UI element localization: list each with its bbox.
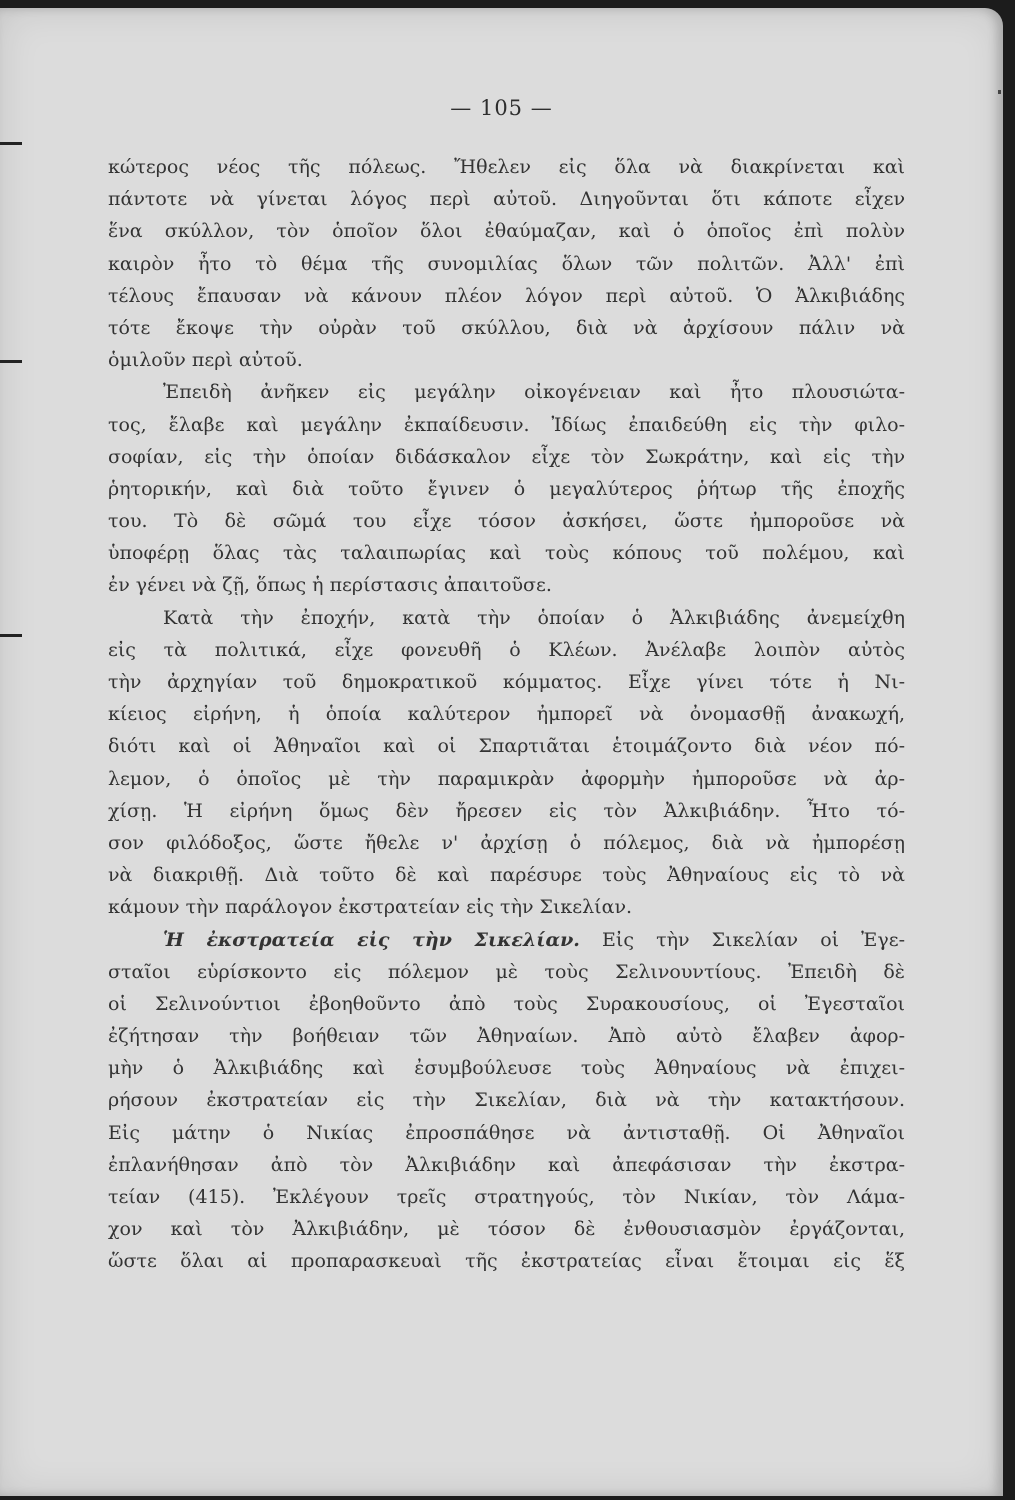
text-line: τέλους ἔπαυσαν νὰ κάνουν πλέον λόγον περὶ αὐτοῦ. Ὁ Ἀλκιβιάδης xyxy=(108,284,905,307)
text-line: τείαν (415). Ἐκλέγουν τρεῖς στρατηγούς, τὸν Νικίαν, τὸν Λάμα- xyxy=(108,1186,905,1208)
text-line: πάντοτε νὰ γίνεται λόγος περὶ αὐτοῦ. Διηγοῦνται ὅτι κάποτε εἶχεν xyxy=(108,188,905,211)
text-line: ἐπλανήθησαν ἀπὸ τὸν Ἀλκιβιάδην καὶ ἀπεφάσισαν τὴν ἐκστρα- xyxy=(108,1153,905,1176)
text-line: λεμον, ὁ ὁποῖος μὲ τὴν παραμικρὰν ἀφορμὴν ἠμποροῦσε νὰ ἀρ- xyxy=(108,767,905,790)
margin-mark xyxy=(0,360,22,363)
text-line: ἕνα σκύλλον, τὸν ὁποῖον ὅλοι ἐθαύμαζαν, καὶ ὁ ὁποῖος ἐπὶ πολὺν xyxy=(108,220,905,243)
text-line: σον φιλόδοξος, ὥστε ἤθελε ν' ἀρχίσῃ ὁ πόλεμος, διὰ νὰ ἠμπορέσῃ xyxy=(108,831,905,854)
text-line: οἱ Σελινούντιοι ἐβοηθοῦντο ἀπὸ τοὺς Συρακουσίους, οἱ Ἐγεσταῖοι xyxy=(108,992,905,1015)
text-line: κάμουν τὴν παράλογον ἐκστρατείαν εἰς τὴν Σικελίαν. xyxy=(108,896,633,919)
text-line: του. Τὸ δὲ σῶμά του εἶχε τόσον ἀσκήσει, ὥστε ἠμποροῦσε νὰ xyxy=(108,510,905,533)
text-line: ὑποφέρῃ ὅλας τὰς ταλαιπωρίας καὶ τοὺς κόπους τοῦ πολέμου, καὶ xyxy=(108,542,905,565)
text-line: κώτερος νέος τῆς πόλεως. Ἤθελεν εἰς ὅλα νὰ διακρίνεται καὶ xyxy=(108,156,905,178)
text-line: τὴν ἀρχηγίαν τοῦ δημοκρατικοῦ κόμματος. Εἶχε γίνει τότε ἡ Νι- xyxy=(108,671,905,693)
body-text xyxy=(108,151,905,1278)
text-line: εἰς τὰ πολιτικά, εἶχε φονευθῆ ὁ Κλέων. Ἀνέλαβε λοιπὸν αὐτὸς xyxy=(108,638,905,661)
text-line: ὥστε ὅλαι αἱ προπαρασκευαὶ τῆς ἐκστρατείας εἶναι ἕτοιμαι εἰς ἕξ xyxy=(108,1250,905,1273)
text-line: καιρὸν ἦτο τὸ θέμα τῆς συνομιλίας ὅλων τῶν πολιτῶν. Ἀλλ' ἐπὶ xyxy=(108,252,905,275)
book-page xyxy=(0,8,1003,1496)
text-line: Εἰς μάτην ὁ Νικίας ἐπροσπάθησε νὰ ἀντισταθῇ. Οἱ Ἀθηναῖοι xyxy=(108,1121,905,1144)
text-line xyxy=(108,924,905,956)
text-line: διότι καὶ οἱ Ἀθηναῖοι καὶ οἱ Σπαρτιᾶται ἑτοιμάζοντο διὰ νέον πό- xyxy=(108,735,905,758)
text-line: Ἐπειδὴ ἀνῆκεν εἰς μεγάλην οἰκογένειαν καὶ ἦτο πλουσιώτα- xyxy=(163,381,905,404)
text-span: Εἰς τὴν Σικελίαν οἱ Ἐγε- xyxy=(602,928,905,951)
text-line: σταῖοι εὑρίσκοντο εἰς πόλεμον μὲ τοὺς Σελινουντίους. Ἐπειδὴ δὲ xyxy=(108,960,905,983)
text-line: νὰ διακριθῇ. Διὰ τοῦτο δὲ καὶ παρέσυρε τοὺς Ἀθηναίους εἰς τὸ νὰ xyxy=(108,864,905,887)
text-line: σοφίαν, εἰς τὴν ὁποίαν διδάσκαλον εἶχε τὸν Σωκράτην, καὶ εἰς τὴν xyxy=(108,445,905,468)
text-line: κίειος εἰρήνη, ἡ ὁποία καλύτερον ἠμπορεῖ νὰ ὀνομασθῇ ἀνακωχή, xyxy=(108,703,905,726)
edge-mark xyxy=(998,90,1001,94)
text-line: χίσῃ. Ἡ εἰρήνη ὅμως δὲν ἤρεσεν εἰς τὸν Ἀλκιβιάδην. Ἦτο τό- xyxy=(108,799,905,822)
section-heading: Ἡ ἐκστρατεία εἰς τὴν Σικελίαν. xyxy=(163,928,580,951)
text-line: ἐζήτησαν τὴν βοήθειαν τῶν Ἀθηναίων. Ἀπὸ αὐτὸ ἔλαβεν ἀφορ- xyxy=(108,1025,905,1048)
margin-mark xyxy=(0,634,22,637)
text-line: μὴν ὁ Ἀλκιβιάδης καὶ ἐσυμβούλευσε τοὺς Ἀθηναίους νὰ ἐπιχει- xyxy=(108,1057,905,1080)
text-line: ὁμιλοῦν περὶ αὐτοῦ. xyxy=(108,349,303,372)
text-line: ἐν γένει νὰ ζῇ, ὅπως ἡ περίστασις ἀπαιτοῦσε. xyxy=(108,574,552,597)
page-number: — 105 — xyxy=(450,96,553,120)
text-line: ρήσουν ἐκστρατείαν εἰς τὴν Σικελίαν, διὰ νὰ τὴν κατακτήσουν. xyxy=(108,1089,905,1112)
text-line: τος, ἔλαβε καὶ μεγάλην ἐκπαίδευσιν. Ἰδίως ἐπαιδεύθη εἰς τὴν φιλο- xyxy=(108,413,905,436)
text-line: ῥητορικήν, καὶ διὰ τοῦτο ἔγινεν ὁ μεγαλύτερος ῥήτωρ τῆς ἐποχῆς xyxy=(108,477,905,500)
text-line: χον καὶ τὸν Ἀλκιβιάδην, μὲ τόσον δὲ ἐνθουσιασμὸν ἐργάζονται, xyxy=(108,1218,905,1241)
margin-mark xyxy=(0,142,22,145)
text-line: Κατὰ τὴν ἐποχήν, κατὰ τὴν ὁποίαν ὁ Ἀλκιβιάδης ἀνεμείχθη xyxy=(163,606,905,629)
text-line: τότε ἔκοψε τὴν οὐρὰν τοῦ σκύλλου, διὰ νὰ ἀρχίσουν πάλιν νὰ xyxy=(108,316,905,339)
